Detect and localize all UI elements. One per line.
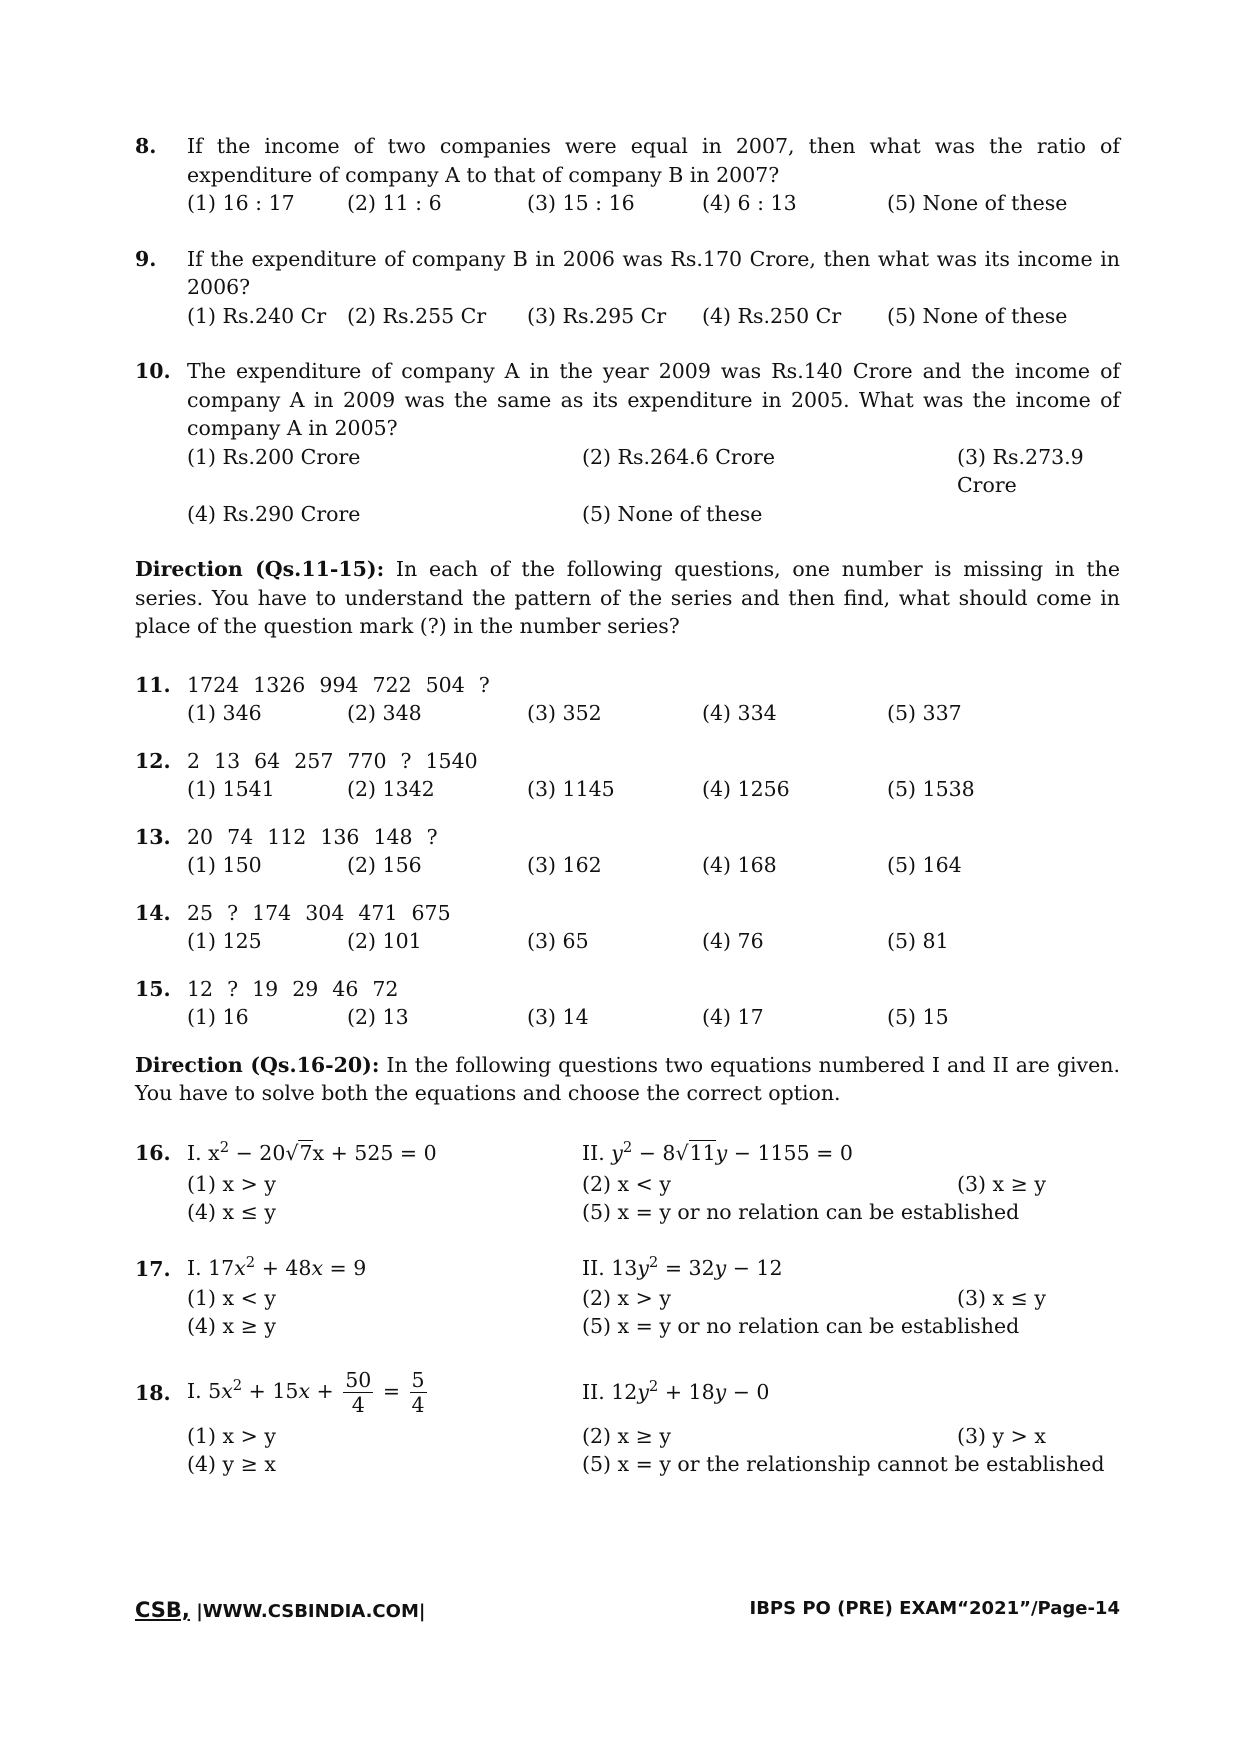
page-footer <box>135 1598 1120 1628</box>
direction-label: Direction (Qs.16-20): <box>135 1052 380 1077</box>
series-term: ? <box>400 748 412 773</box>
number-series <box>187 747 1120 776</box>
series-term: 25 <box>187 900 214 925</box>
option-1[interactable]: (1) 346 <box>187 701 262 725</box>
option-2[interactable]: (2) 13 <box>347 1005 409 1029</box>
options-row <box>187 189 1120 218</box>
series-term: 112 <box>267 824 307 849</box>
question-12 <box>135 747 1120 804</box>
question-11 <box>135 671 1120 728</box>
options-row <box>187 1284 1120 1313</box>
option-5[interactable]: (5) None of these <box>887 303 1068 328</box>
fraction: $\frac{50}{4}$ <box>345 1368 372 1417</box>
equation-row <box>187 1364 1120 1422</box>
number-series <box>187 823 1120 852</box>
series-questions <box>135 671 1120 1032</box>
question-number: 13. <box>135 824 171 849</box>
question-13 <box>135 823 1120 880</box>
option-4[interactable]: (4) 17 <box>702 1005 764 1029</box>
options-row <box>187 443 1120 529</box>
options-row <box>187 699 1120 728</box>
option-2[interactable]: (2) 11 : 6 <box>347 191 442 215</box>
series-term: 471 <box>358 900 398 925</box>
series-term: 504 <box>425 672 465 697</box>
option-3[interactable]: (3) y > x <box>957 1423 1046 1448</box>
option-3[interactable]: (3) 162 <box>527 853 602 877</box>
options-row <box>187 927 1120 956</box>
equation-1: I. $5x^2 + 15x$ + $\frac{50}{4}$ = $\frac{5}{4}$ <box>187 1368 425 1417</box>
question-18 <box>135 1364 1120 1479</box>
option-3[interactable]: (3) Rs.273.9 Crore <box>957 444 1084 497</box>
fraction: $\frac{5}{4}$ <box>411 1368 425 1417</box>
series-term: 994 <box>319 672 359 697</box>
options-row <box>187 1198 1120 1227</box>
option-5[interactable]: (5) 1538 <box>887 777 975 801</box>
number-series <box>187 975 1120 1004</box>
option-4[interactable]: (4) 6 : 13 <box>702 191 797 215</box>
option-5[interactable]: (5) 15 <box>887 1005 949 1029</box>
equation-2: II. $y^2 - 8√11y - 1155 = 0$ <box>582 1139 853 1166</box>
options-row <box>187 1422 1120 1451</box>
question-page <box>135 132 1120 1506</box>
question-text: The expenditure of company A in the year 2009 was Rs.140 Crore and the income of company A in 2009 was the same as its expenditure in 2005. What was the income of company A in 2005? <box>187 359 1120 440</box>
series-term: ? <box>227 900 239 925</box>
option-1[interactable]: (1) 150 <box>187 853 262 877</box>
question-14 <box>135 899 1120 956</box>
equation-2: II. $12y^2 + 18y - 0$ <box>582 1378 770 1405</box>
series-term: 72 <box>372 976 399 1001</box>
question-16 <box>135 1138 1120 1227</box>
options-row <box>187 775 1120 804</box>
series-term: 136 <box>320 824 360 849</box>
direction-11-15 <box>135 555 1120 641</box>
option-5[interactable]: (5) x = y or the relationship cannot be established <box>582 1452 1105 1476</box>
question-text: If the income of two companies were equal in 2007, then what was the ratio of expenditure of company A to that of company B in 2007? <box>187 134 1120 187</box>
series-term: 304 <box>305 900 345 925</box>
option-4[interactable]: (4) 334 <box>702 701 777 725</box>
option-1[interactable]: (1) 16 <box>187 1005 249 1029</box>
option-5[interactable]: (5) None of these <box>582 501 763 526</box>
options-row <box>187 1170 1120 1199</box>
option-4[interactable]: (4) x ≥ y <box>187 1314 276 1338</box>
series-term: 722 <box>372 672 412 697</box>
option-5[interactable]: (5) 337 <box>887 701 962 725</box>
option-5[interactable]: (5) None of these <box>887 191 1068 215</box>
question-number: 18. <box>135 1380 171 1405</box>
equation-2: II. $13y^2 = 32y - 12$ <box>582 1254 783 1281</box>
series-term: ? <box>478 672 490 697</box>
option-3[interactable]: (3) 14 <box>527 1005 589 1029</box>
website-link[interactable]: |WWW.CSBINDIA.COM| <box>189 1601 426 1622</box>
question-15 <box>135 975 1120 1032</box>
option-2[interactable]: (2) 1342 <box>347 777 435 801</box>
question-number: 16. <box>135 1140 171 1165</box>
direction-16-20 <box>135 1051 1120 1108</box>
series-term: 19 <box>252 976 279 1001</box>
option-2[interactable]: (2) x ≥ y <box>582 1423 671 1448</box>
direction-text: In the following questions two equations numbered I and II are given. You have to solve both the equations and choose the correct option. <box>135 1052 1120 1105</box>
option-5[interactable]: (5) x = y or no relation can be established <box>582 1314 1020 1338</box>
option-1[interactable]: (1) x < y <box>187 1285 276 1310</box>
options-row <box>187 1450 1120 1479</box>
question-10 <box>135 357 1120 528</box>
question-number: 14. <box>135 900 171 925</box>
question-number: 10. <box>135 359 171 383</box>
option-1[interactable]: (1) 125 <box>187 929 262 953</box>
option-3[interactable]: (3) 15 : 16 <box>527 191 635 215</box>
options-row <box>187 1003 1120 1032</box>
direction-label: Direction (Qs.11-15): <box>135 557 385 581</box>
equation-row <box>187 1254 1120 1284</box>
option-2[interactable]: (2) Rs.264.6 Crore <box>582 444 775 469</box>
series-term: 1724 <box>187 672 240 697</box>
series-term: 64 <box>254 748 281 773</box>
series-term: 74 <box>227 824 254 849</box>
option-1[interactable]: (1) Rs.240 Cr <box>187 303 327 328</box>
equation-row <box>187 1138 1120 1170</box>
option-3[interactable]: (3) 352 <box>527 701 602 725</box>
series-term: 770 <box>347 748 387 773</box>
option-1[interactable]: (1) x > y <box>187 1423 276 1448</box>
option-4[interactable]: (4) Rs.290 Crore <box>187 501 361 526</box>
question-17 <box>135 1254 1120 1341</box>
question-8 <box>135 132 1120 218</box>
option-2[interactable]: (2) 348 <box>347 701 422 725</box>
series-term: 12 <box>187 976 214 1001</box>
footer-exam-page: IBPS PO (PRE) EXAM“2021”/Page-14 <box>749 1598 1120 1619</box>
question-number: 11. <box>135 672 171 697</box>
series-term: 675 <box>411 900 451 925</box>
option-4[interactable]: (4) Rs.250 Cr <box>702 303 842 328</box>
number-series <box>187 899 1120 928</box>
option-2[interactable]: (2) 101 <box>347 929 422 953</box>
option-2[interactable]: (2) 156 <box>347 853 422 877</box>
series-term: 148 <box>373 824 413 849</box>
equation-1: I. $x^2 - 20√7x + 525 = 0$ <box>187 1139 437 1166</box>
option-1[interactable]: (1) 16 : 17 <box>187 191 295 215</box>
question-number: 12. <box>135 748 171 773</box>
series-term: 257 <box>294 748 334 773</box>
series-term: 46 <box>332 976 359 1001</box>
series-term: 1326 <box>253 672 306 697</box>
option-1[interactable]: (1) 1541 <box>187 777 275 801</box>
option-2[interactable]: (2) x > y <box>582 1285 671 1310</box>
options-row <box>187 302 1120 331</box>
option-3[interactable]: (3) x ≤ y <box>957 1285 1046 1310</box>
option-4[interactable]: (4) y ≥ x <box>187 1452 276 1476</box>
option-3[interactable]: (3) 65 <box>527 929 589 953</box>
option-3[interactable]: (3) 1145 <box>527 777 615 801</box>
direction-text: In each of the following questions, one number is missing in the series. You have to understand the pattern of the series and then find, what should come in place of the question mark (?) in the number series? <box>135 557 1120 638</box>
footer-brand <box>135 1598 425 1622</box>
option-1[interactable]: (1) Rs.200 Crore <box>187 444 361 469</box>
series-term: ? <box>426 824 438 849</box>
option-5[interactable]: (5) 164 <box>887 853 962 877</box>
question-text: If the expenditure of company B in 2006 was Rs.170 Crore, then what was its income in 2006? <box>187 246 1120 299</box>
series-term: ? <box>227 976 239 1001</box>
question-number: 17. <box>135 1256 171 1281</box>
series-term: 2 <box>187 748 201 773</box>
question-number: 15. <box>135 976 171 1001</box>
options-row <box>187 851 1120 880</box>
option-2[interactable]: (2) Rs.255 Cr <box>347 303 487 328</box>
option-3[interactable]: (3) x ≥ y <box>957 1171 1046 1196</box>
question-number: 9. <box>135 246 157 271</box>
series-term: 13 <box>214 748 241 773</box>
series-term: 174 <box>252 900 292 925</box>
option-5[interactable]: (5) x = y or no relation can be established <box>582 1200 1020 1224</box>
option-4[interactable]: (4) 168 <box>702 853 777 877</box>
series-term: 1540 <box>425 748 478 773</box>
option-4[interactable]: (4) 76 <box>702 929 764 953</box>
question-number: 8. <box>135 134 157 158</box>
number-series <box>187 671 1120 700</box>
option-1[interactable]: (1) x > y <box>187 1171 276 1196</box>
option-5[interactable]: (5) 81 <box>887 929 949 953</box>
option-2[interactable]: (2) x < y <box>582 1171 671 1196</box>
brand-logo-text: CSB, <box>135 1598 190 1622</box>
option-4[interactable]: (4) x ≤ y <box>187 1200 276 1224</box>
series-term: 20 <box>187 824 214 849</box>
options-row <box>187 1312 1120 1341</box>
option-3[interactable]: (3) Rs.295 Cr <box>527 303 667 328</box>
equation-1: I. $17x^2 + 48x = 9$ <box>187 1254 367 1281</box>
series-term: 29 <box>292 976 319 1001</box>
question-9 <box>135 245 1120 331</box>
option-4[interactable]: (4) 1256 <box>702 777 790 801</box>
